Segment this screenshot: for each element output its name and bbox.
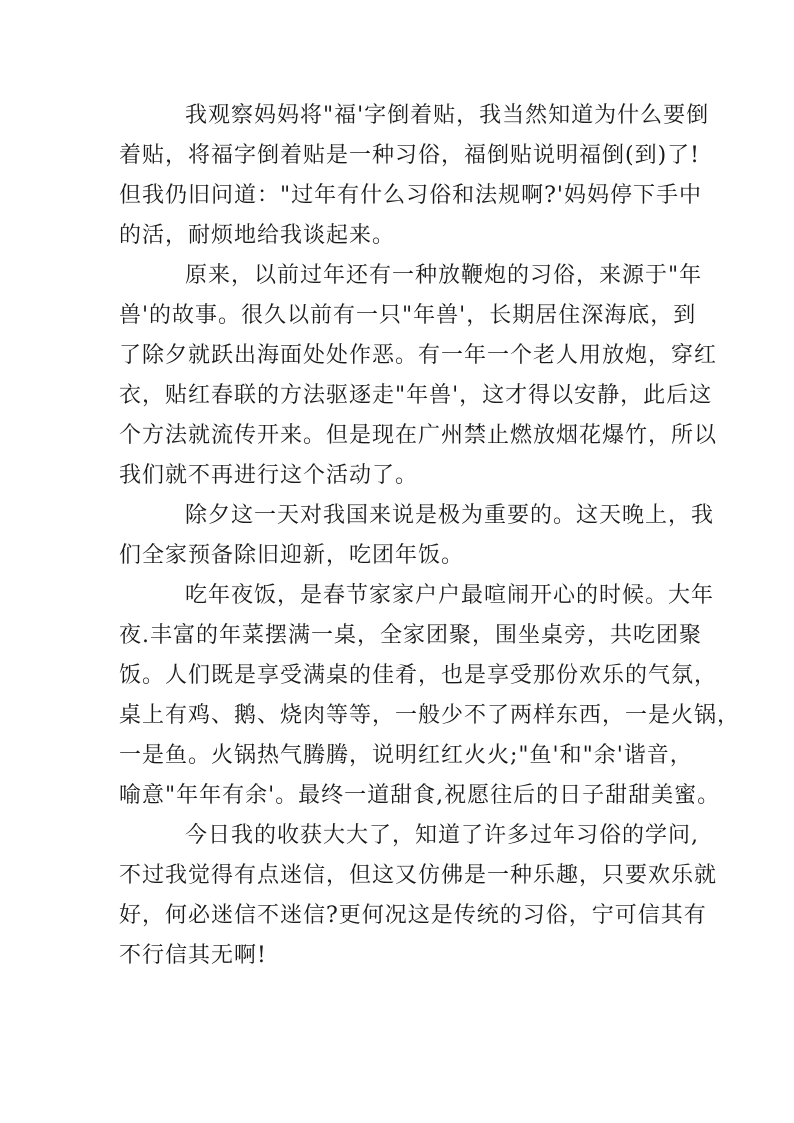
paragraph-line: 我们就不再进行这个活动了。 (119, 463, 419, 488)
paragraph-2 (119, 256, 718, 496)
paragraph-line: 吃年夜饭，是春节家家户户最喧闹开心的时候。大年 (185, 583, 715, 608)
paragraph-line: 不行信其无啊! (119, 943, 267, 968)
paragraph-line: 桌上有鸡、鹅、烧肉等等，一般少不了两样东西，一是火锅， (119, 703, 741, 728)
paragraph-line: 不过我觉得有点迷信，但这又仿佛是一种乐趣，只要欢乐就 (119, 863, 718, 888)
paragraph-4 (119, 576, 741, 816)
paragraph-line: 饭。人们既是享受满桌的佳肴，也是享受那份欢乐的气氛， (119, 663, 718, 688)
paragraph-3 (119, 496, 715, 576)
paragraph-line: 们全家预备除旧迎新，吃团年饭。 (119, 543, 465, 568)
paragraph-line: 了除夕就跃出海面处处作恶。有一年一个老人用放炮，穿红 (119, 343, 718, 368)
paragraph-line: 夜.丰富的年菜摆满一桌，全家团聚，围坐桌旁，共吃团聚 (119, 623, 702, 648)
paragraph-5 (119, 816, 718, 976)
paragraph-line: 我观察妈妈将"福'字倒着贴，我当然知道为什么要倒 (185, 103, 710, 128)
paragraph-line: 除夕这一天对我国来说是极为重要的。这天晚上，我 (185, 503, 715, 528)
document-body (119, 96, 741, 976)
paragraph-line: 的活，耐烦地给我谈起来。 (119, 223, 396, 248)
paragraph-line: 兽'的故事。很久以前有一只"年兽'，长期居住深海底，到 (119, 303, 697, 328)
paragraph-line: 着贴，将福字倒着贴是一种习俗，福倒贴说明福倒(到)了! (119, 143, 701, 168)
paragraph-1 (119, 96, 710, 256)
paragraph-line: 喻意"年年有余'。最终一道甜食,祝愿往后的日子甜甜美蜜。 (119, 783, 721, 808)
paragraph-line: 原来，以前过年还有一种放鞭炮的习俗，来源于"年 (185, 263, 703, 288)
paragraph-line: 衣，贴红春联的方法驱逐走"年兽'，这才得以安静，此后这 (119, 383, 713, 408)
paragraph-line: 好，何必迷信不迷信?更何况这是传统的习俗，宁可信其有 (119, 903, 707, 928)
paragraph-line: 个方法就流传开来。但是现在广州禁止燃放烟花爆竹，所以 (119, 423, 718, 448)
paragraph-line: 但我仍旧问道："过年有什么习俗和法规啊?'妈妈停下手中 (119, 183, 702, 208)
paragraph-line: 一是鱼。火锅热气腾腾，说明红红火火;"鱼'和"余'谐音， (119, 743, 693, 768)
paragraph-line: 今日我的收获大大了，知道了许多过年习俗的学问, (185, 823, 699, 848)
